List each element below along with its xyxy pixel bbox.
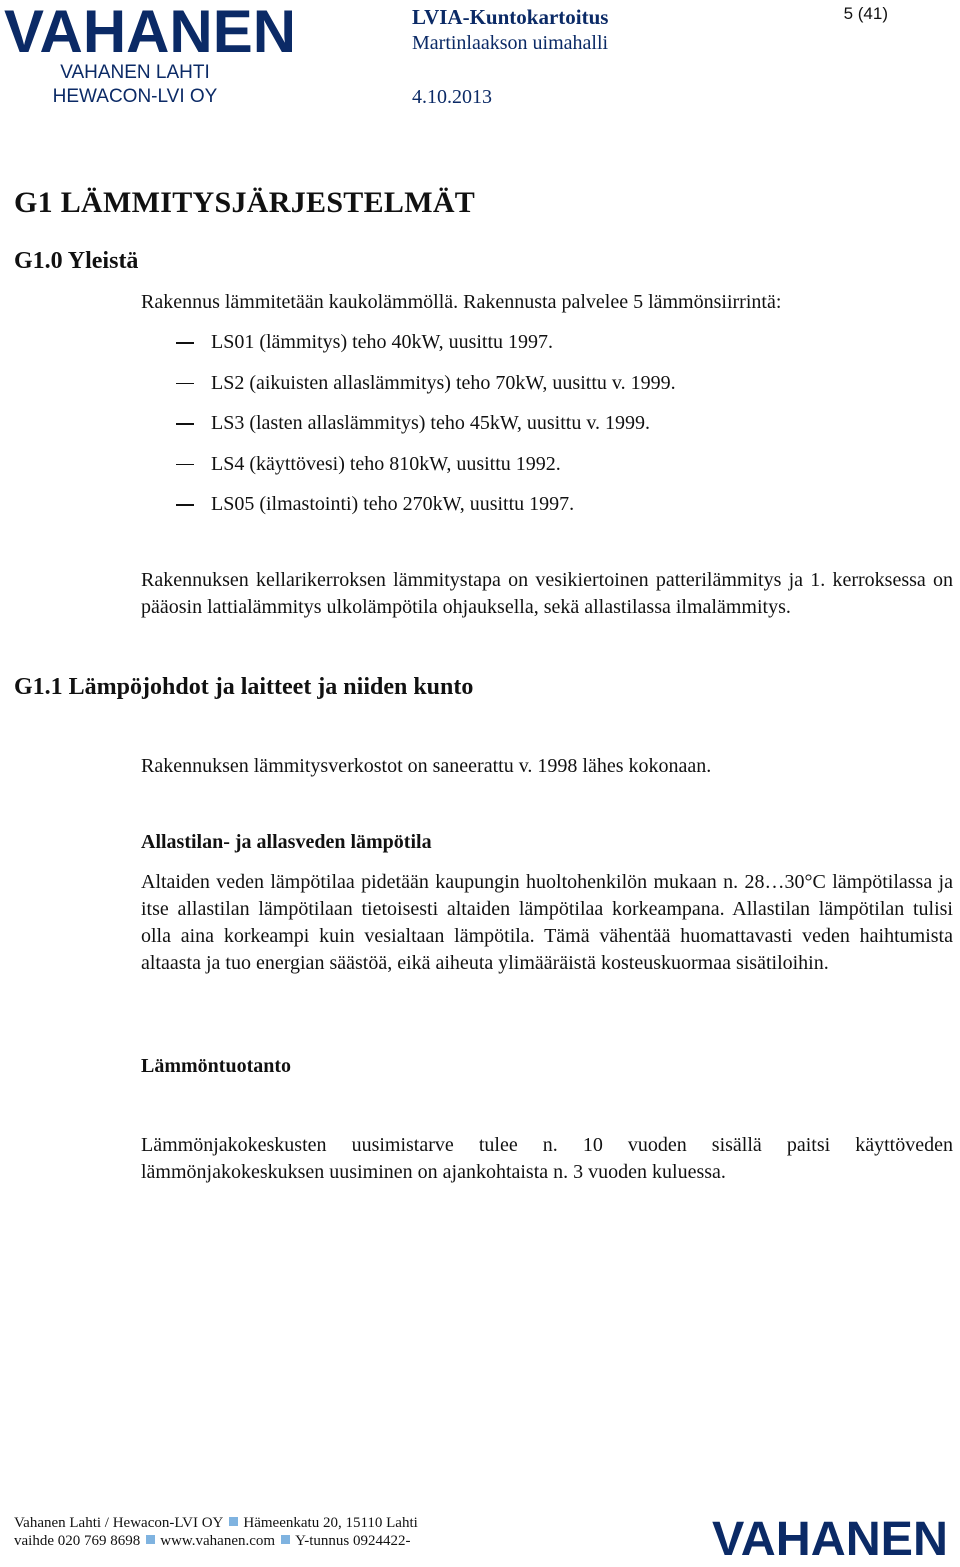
logo-text: VAHANEN [4,0,296,60]
intro-paragraph: Rakennus lämmitetään kaukolämmöllä. Rakennusta palvelee 5 lämmönsiirrintä: [141,291,782,313]
footer-row-2 [14,1533,410,1550]
footer-row-1 [14,1515,418,1532]
dash-bullet-icon [176,383,194,385]
dash-bullet-icon [176,504,194,506]
dash-bullet-icon [176,464,194,466]
footer-logo-text: VAHANEN [712,1513,948,1559]
section-title: G1 LÄMMITYSJÄRJESTELMÄT [14,186,476,219]
list-item-text: LS4 (käyttövesi) teho 810kW, uusittu 1992. [211,452,561,475]
dash-bullet-icon [176,342,194,344]
document-date: 4.10.2013 [412,86,492,108]
list-item [176,491,676,532]
list-item-text: LS3 (lasten allaslämmitys) teho 45kW, uusittu v. 1999. [211,412,651,434]
subsection-title-pipes: G1.1 Lämpöjohdot ja laitteet ja niiden kunto [14,674,474,700]
vahanen-footer-logo [712,1513,952,1559]
heat-production-paragraph: Lämmönjakokeskusten uusimistarve tulee n. 10 vuoden sisällä paitsi käyttöveden lämmönjakokeskuksen uusiminen on ajankohtaista n. 3 vuoden kuluessa. [141,1134,953,1183]
square-bullet-icon [229,1517,238,1526]
heat-exchanger-list [176,329,676,532]
document-title: LVIA-Kuntokartoitus [412,5,609,29]
list-item [176,370,676,411]
heating-method-paragraph: Rakennuksen kellarikerroksen lämmitystapa on vesikiertoinen patterilämmitys ja 1. kerroksessa on pääosin lattialämmitys ulkolämpötila ohjauksella, sekä allastilassa ilmalämmitys. [141,569,953,618]
company-line-2: HEWACON-LVI OY [52,86,218,107]
heat-production-heading: Lämmöntuotanto [141,1055,292,1077]
square-bullet-icon [146,1535,155,1544]
pool-temperature-heading: Allastilan- ja allasveden lämpötila [141,831,432,853]
list-item [176,410,676,451]
pool-temperature-paragraph: Altaiden veden lämpötilaa pidetään kaupungin huoltohenkilön mukaan n. 28…30°C lämpötilassa ja itse allastilan lämpötilaan tietoisesti altaiden lämpötilaa korkeampana. Allastilan lämpötilan tulisi olla aina korkeampi kuin vesialtaan lämpötila. Tämä vähentää huomattavasti veden haihtumista altaasta ja tuo energian säästöä, eikä aiheuta ylimääräistä kosteuskuormaa sisätiloihin. [141,871,953,974]
subsection-title-general: G1.0 Yleistä [14,248,139,274]
footer-phone: vaihde 020 769 8698 [14,1533,141,1549]
list-item [176,329,676,370]
list-item-text: LS05 (ilmastointi) teho 270kW, uusittu 1997. [211,493,575,515]
list-item-text: LS01 (lämmitys) teho 40kW, uusittu 1997. [211,331,554,353]
square-bullet-icon [281,1535,290,1544]
footer-company: Vahanen Lahti / Hewacon-LVI OY [14,1515,224,1531]
company-line-1: VAHANEN LAHTI [60,62,210,83]
footer-business-id: Y-tunnus 0924422- [295,1533,411,1549]
footer-website: www.vahanen.com [160,1533,276,1549]
dash-bullet-icon [176,423,194,425]
document-subtitle: Martinlaakson uimahalli [412,32,609,54]
page-number: 5 (41) [843,4,888,23]
network-paragraph: Rakennuksen lämmitysverkostot on saneerattu v. 1998 lähes kokonaan. [141,755,712,777]
list-item-text: LS2 (aikuisten allaslämmitys) teho 70kW, uusittu v. 1999. [211,371,676,394]
vahanen-logo [4,0,304,60]
footer-address: Hämeenkatu 20, 15110 Lahti [243,1515,418,1531]
list-item [176,451,676,492]
